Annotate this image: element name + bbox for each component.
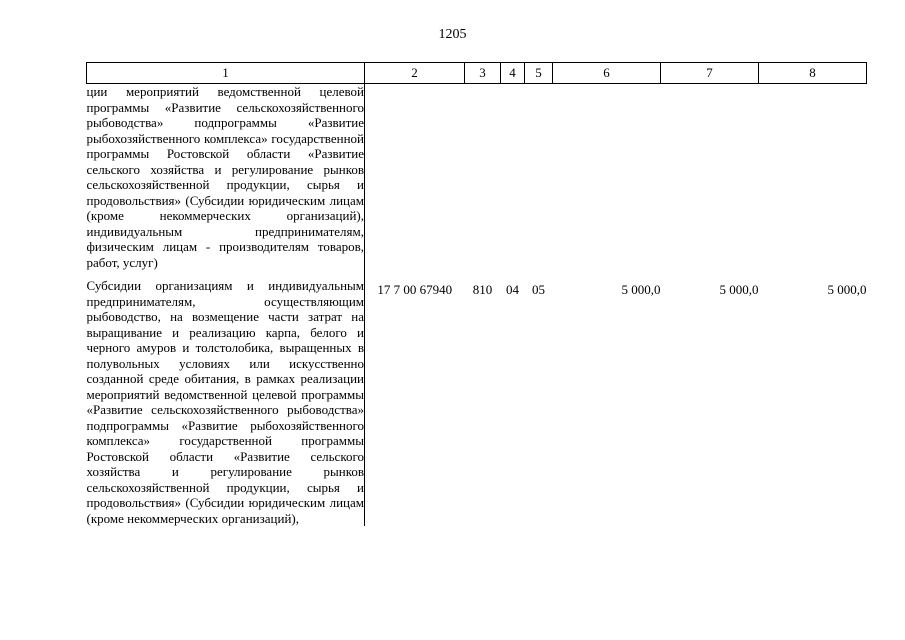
row-code: 17 7 00 67940	[377, 282, 453, 297]
header-col-8: 8	[759, 63, 867, 84]
budget-table	[86, 62, 867, 526]
header-col-6: 6	[553, 63, 661, 84]
row-description-cell	[87, 278, 365, 526]
table-row	[87, 84, 867, 279]
header-col-4: 4	[501, 63, 525, 84]
header-col-3: 3	[465, 63, 501, 84]
header-col-1: 1	[87, 63, 365, 84]
row-description-cell	[87, 84, 365, 279]
row-col-3: 810	[472, 282, 493, 297]
row-col-5	[525, 84, 553, 279]
row-amount-6	[553, 84, 661, 279]
table-row	[87, 278, 867, 526]
table-header-row	[87, 63, 867, 84]
header-col-2: 2	[365, 63, 465, 84]
row-description: Субсидии организациям и индивидуальным предпринимателям, осуществляющим рыбоводство, на возмещение части затрат на выращивание и реализацию карпа, белого и черного амуров и толстолобика, выращенных в полувольных условиях или искусственно созданной среде обитания, в рамках реализации мероприятий ведомственной целевой программы «Развитие сельскохозяйственного рыбоводства» подпрограммы «Развитие рыбохозяйственного комплекса» государственной программы Ростовской области «Развитие сельского хозяйства и регулирование рынков сельскохозяйственной продукции, сырья и продовольствия» (Субсидии юридическим лицам (кроме некоммерческих организаций),	[86, 278, 364, 526]
page-number: 1205	[438, 27, 467, 42]
row-amount-7	[661, 84, 759, 279]
row-col-5: 05	[532, 282, 545, 297]
header-col-5: 5	[525, 63, 553, 84]
row-col-4	[501, 84, 525, 279]
row-amount-7: 5 000,0	[719, 282, 759, 297]
row-amount-8: 5 000,0	[827, 282, 867, 297]
row-amount-6: 5 000,0	[621, 282, 661, 297]
row-col-3	[465, 84, 501, 279]
row-col-4: 04	[506, 282, 519, 297]
row-code	[365, 84, 465, 279]
row-description: ции мероприятий ведомственной целевой программы «Развитие сельскохозяйственного рыбоводства» подпрограммы «Развитие рыбохозяйственного комплекса» государственной программы Ростовской области «Развитие сельского хозяйства и регулирование рынков сельскохозяйственной продукции, сырья и продовольствия» (Субсидии юридическим лицам (кроме некоммерческих организаций), индивидуальным предпринимателям, физическим лицам - производителям товаров, работ, услуг)	[86, 84, 364, 270]
row-amount-8	[759, 84, 867, 279]
header-col-7: 7	[661, 63, 759, 84]
